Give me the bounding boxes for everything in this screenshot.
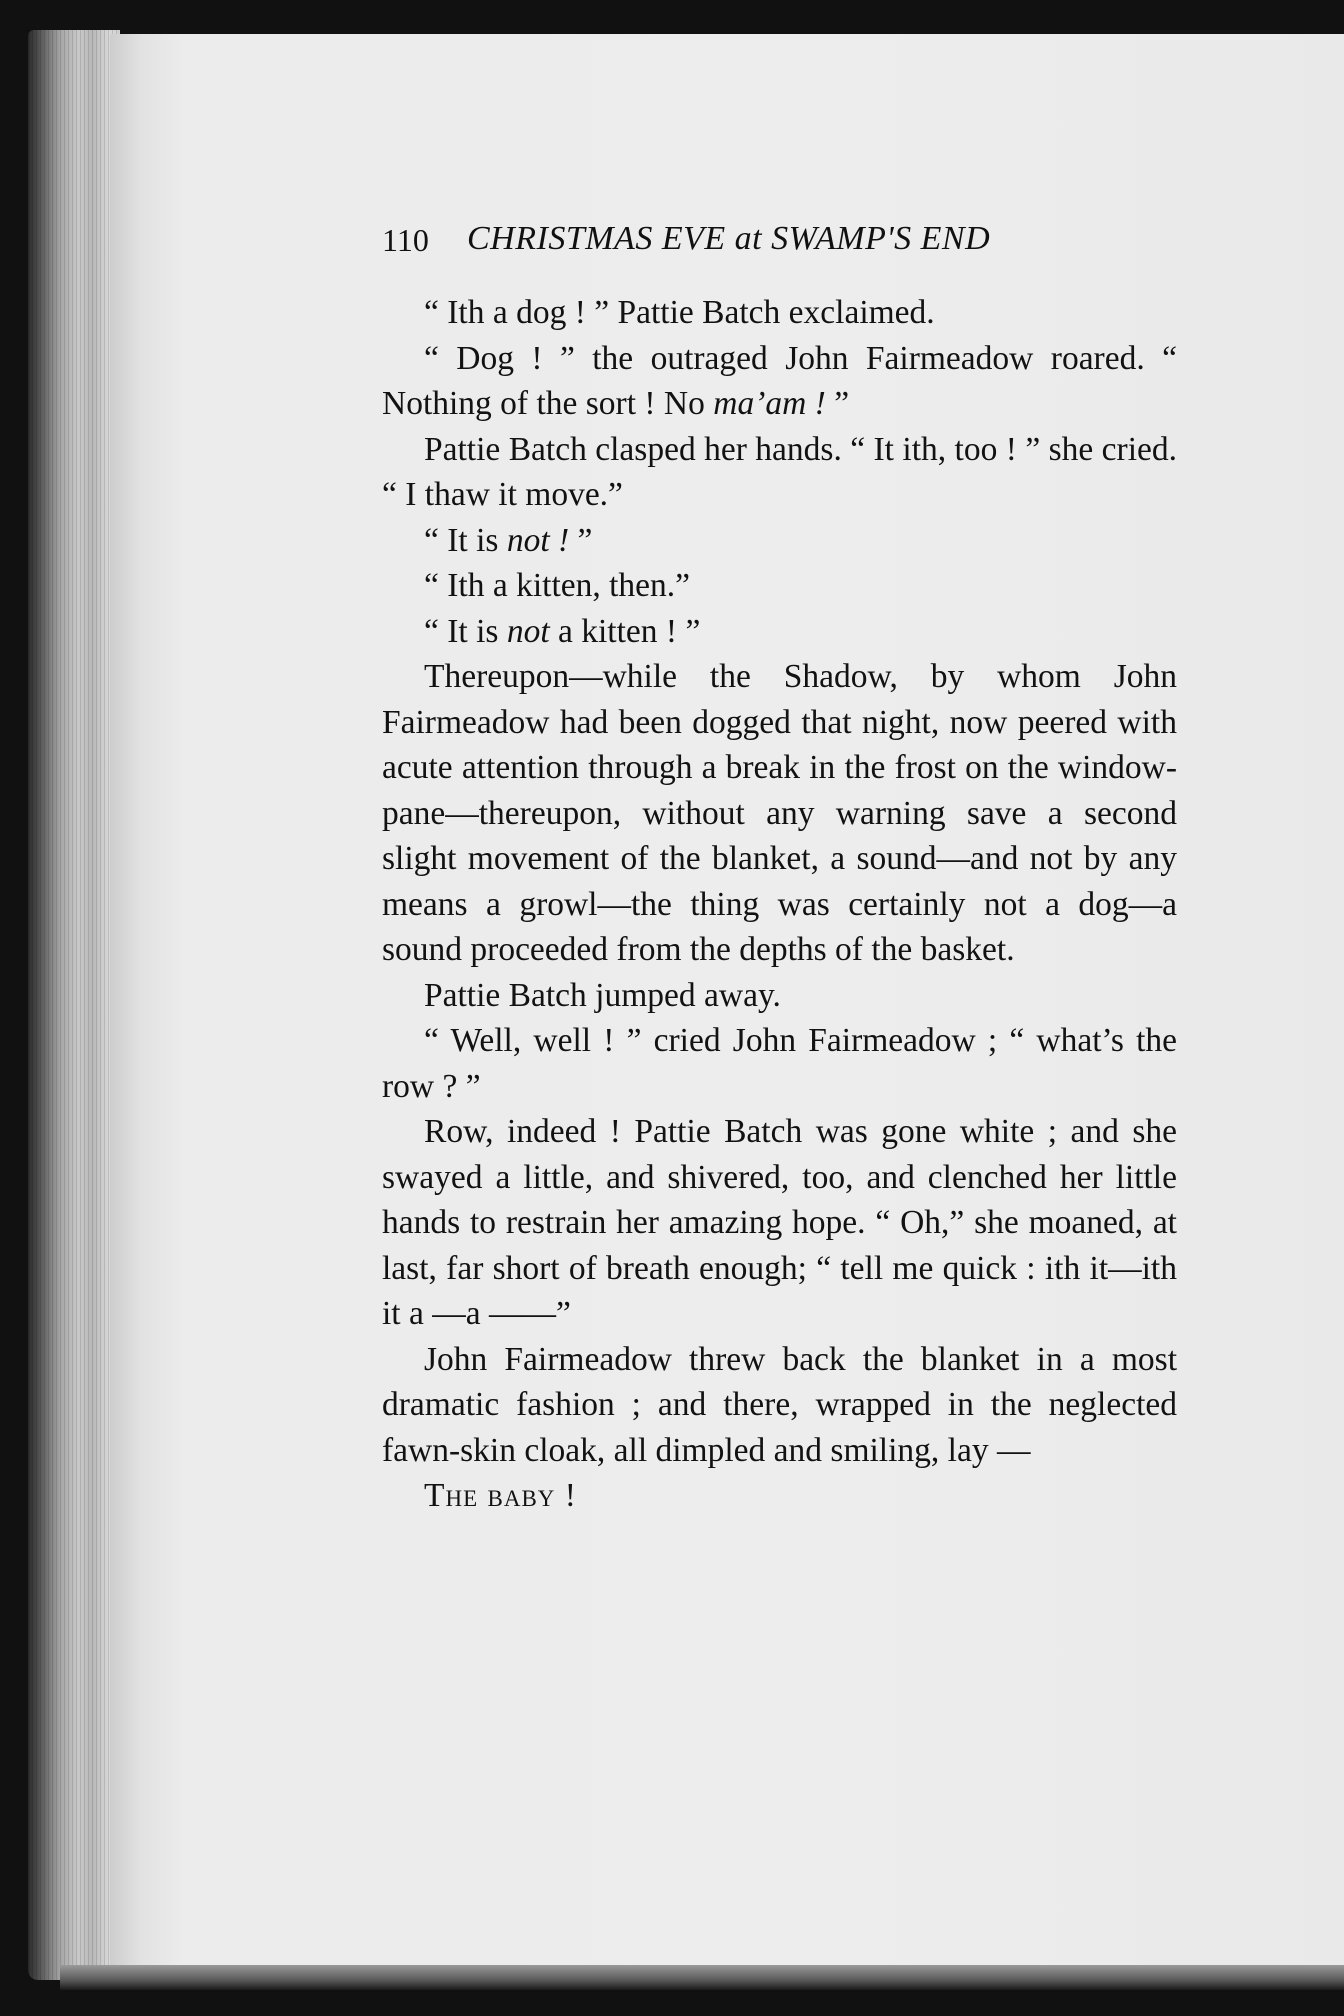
text-run: “ Dog ! ” the outraged John Fairmeadow roared. “ Nothing of the sort ! No xyxy=(382,339,1177,422)
paragraph xyxy=(382,563,1177,609)
italic-text: ma’am ! xyxy=(713,385,826,422)
page-number: 110 xyxy=(382,222,429,258)
paragraph xyxy=(382,1018,1177,1109)
italic-text: not xyxy=(506,612,550,650)
paragraph xyxy=(382,654,1177,973)
paragraph xyxy=(382,336,1177,427)
text-run: “ Ith a dog ! ” Pattie Batch exclaimed. xyxy=(424,294,935,331)
italic-text: not ! xyxy=(506,521,570,559)
paragraph xyxy=(382,609,1177,655)
book-page-edges xyxy=(28,30,120,1980)
smallcaps-text: The baby ! xyxy=(424,1477,577,1514)
text-run: ” xyxy=(569,521,593,559)
paragraph xyxy=(382,290,1177,336)
text-run: Pattie Batch clasped her hands. “ It ith, too ! ” she cried. “ I thaw it move.” xyxy=(382,430,1177,513)
paragraph xyxy=(382,973,1177,1019)
text-run: a kitten ! ” xyxy=(549,612,701,650)
text-run: “ Well, well ! ” cried John Fairmeadow ; “ what’s the row ? ” xyxy=(382,1022,1177,1105)
text-run: Pattie Batch jumped away. xyxy=(424,976,781,1014)
text-run: “ It is xyxy=(424,612,507,650)
body-text xyxy=(382,290,1177,1519)
text-run: “ Ith a kitten, then.” xyxy=(424,567,691,604)
text-run: Row, indeed ! Pattie Batch was gone white ; and she swayed a little, and shivered, too, and clenched her little hands to restrain her amazing hope. “ Oh,” she moaned, at last, far short of breath enough; “ tell me quick : ith it—ith it a —a ——” xyxy=(382,1113,1177,1332)
paragraph xyxy=(382,1109,1177,1337)
text-run: “ It is xyxy=(424,521,507,559)
page-bottom-shadow xyxy=(60,1965,1344,1990)
text-run: ” xyxy=(825,385,850,422)
running-header xyxy=(382,220,1182,270)
running-title: CHRISTMAS EVE at SWAMP'S END xyxy=(467,220,991,257)
paragraph xyxy=(382,1337,1177,1474)
paragraph xyxy=(382,518,1177,564)
paragraph xyxy=(382,1473,1177,1519)
text-run: John Fairmeadow threw back the blanket in a most dramatic fashion ; and there, wrapped in the neglected fawn-skin cloak, all dimpled and smiling, lay — xyxy=(382,1340,1177,1469)
paragraph xyxy=(382,427,1177,518)
text-run: Thereupon—while the Shadow, by whom John Fairmeadow had been dogged that night, now peered with acute attention through a break in the frost on the window-pane—thereupon, without any warning save a second slight movement of the blanket, a sound—and not by any means a growl—the thing was certainly not a dog—a sound proceeded from the depths of the basket. xyxy=(382,658,1177,968)
